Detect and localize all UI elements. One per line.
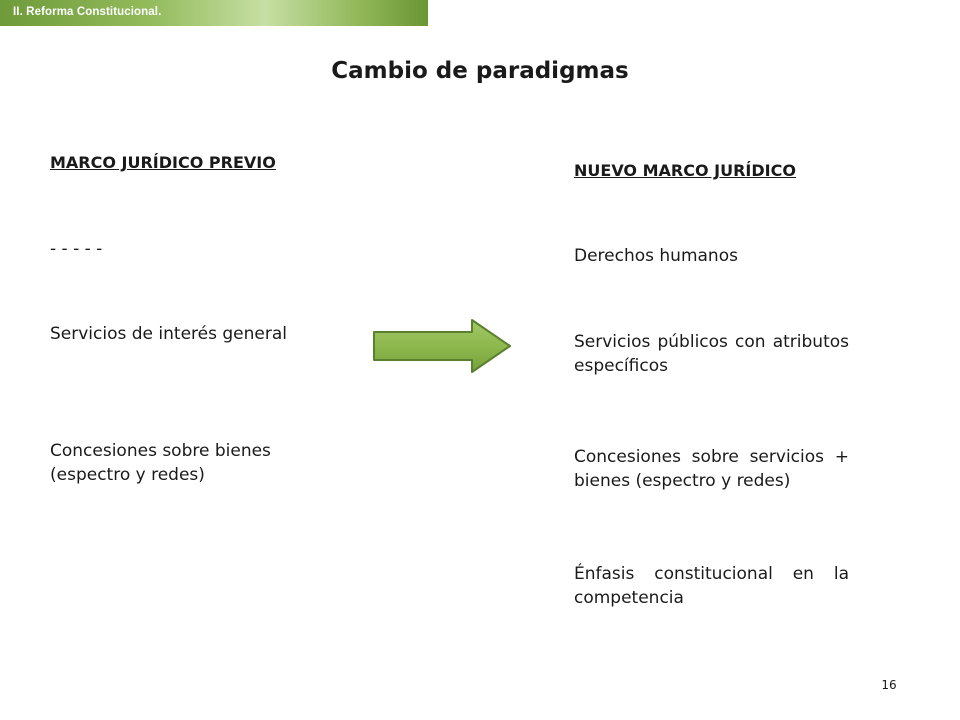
left-item-dashes: - - - - - <box>50 239 103 259</box>
slide-title: Cambio de paradigmas <box>331 58 629 84</box>
right-item-derechos: Derechos humanos <box>574 246 738 266</box>
page-number: 16 <box>881 678 897 692</box>
section-banner <box>0 0 428 26</box>
left-column-heading: MARCO JURÍDICO PREVIO <box>50 153 276 172</box>
right-item-concesiones: Concesiones sobre servicios + bienes (espectro y redes) <box>574 447 849 491</box>
right-column-heading: NUEVO MARCO JURÍDICO <box>574 161 796 180</box>
right-item-enfasis: Énfasis constitucional en la competencia <box>574 564 849 608</box>
left-item-concesiones: Concesiones sobre bienes (espectro y redes) <box>50 441 271 485</box>
right-item-servicios: Servicios públicos con atributos específicos <box>574 332 849 376</box>
right-arrow-icon <box>372 318 514 374</box>
section-label: II. Reforma Constitucional. <box>13 6 162 18</box>
left-item-servicios: Servicios de interés general <box>50 324 287 344</box>
